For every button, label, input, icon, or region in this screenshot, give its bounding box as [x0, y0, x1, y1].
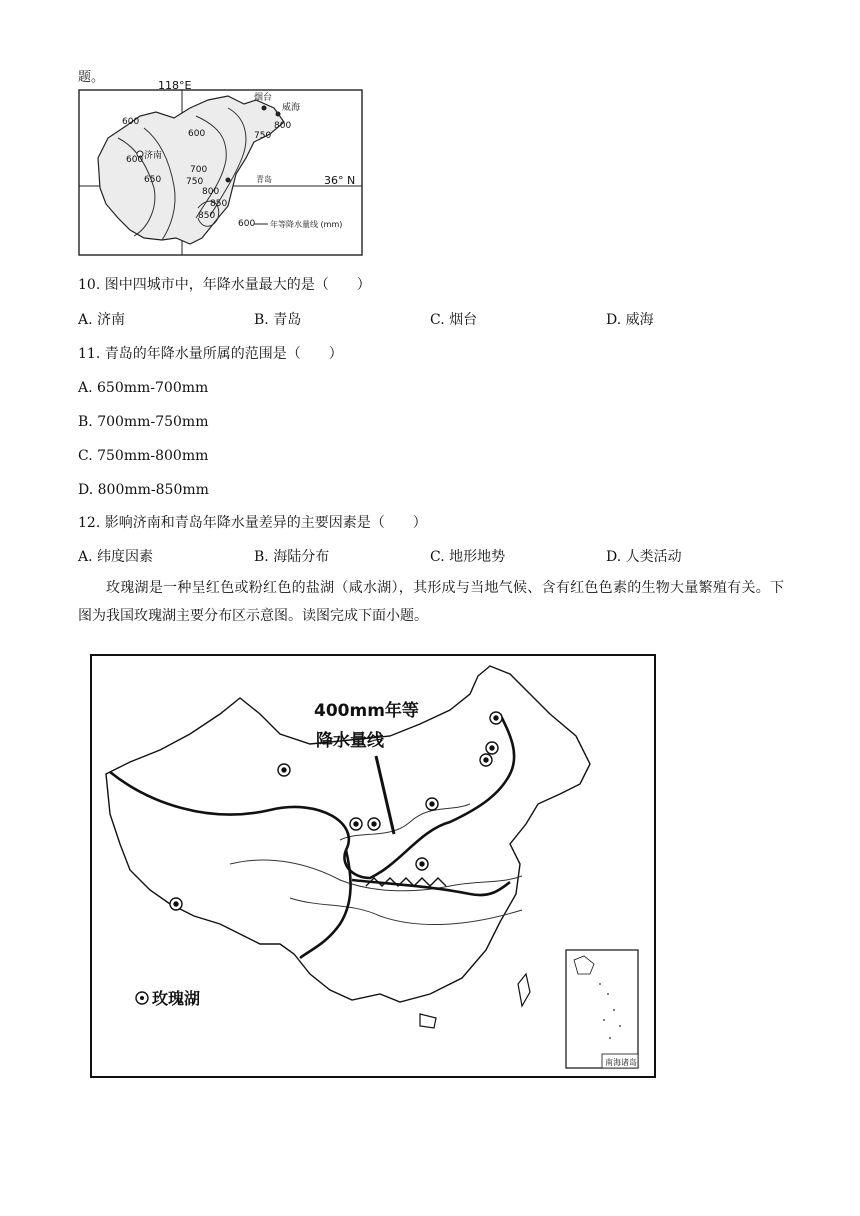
- longitude-label: 118°E: [158, 79, 192, 92]
- shandong-precipitation-map: [78, 78, 363, 256]
- passage-text: 玫瑰湖是一种呈红色或粉红色的盐湖（咸水湖），其形成与当地气候、含有红色色素的生物大量繁殖有关。下图为我国玫瑰湖主要分布区示意图。读图完成下面小题。: [78, 580, 784, 624]
- q12-option-a[interactable]: A. 纬度因素: [78, 549, 154, 565]
- legend-label: 玫瑰湖: [152, 989, 201, 1008]
- rose-lake-marker: [490, 712, 502, 724]
- q10-stem: 10. 图中四城市中，年降水量最大的是（ ）: [78, 277, 371, 293]
- city-label-qingdao: 青岛: [256, 175, 272, 184]
- q11-option-d[interactable]: D. 800mm-850mm: [78, 482, 209, 498]
- rose-lake-marker: [368, 818, 380, 830]
- isohyet-value: 600: [188, 129, 206, 139]
- isohyet-label-line2: 降水量线: [316, 731, 384, 751]
- q10-option-c[interactable]: C. 烟台: [430, 312, 478, 328]
- isohyet-value: 650: [144, 175, 162, 185]
- isohyet-label-line1: 400mm年等: [314, 701, 419, 721]
- isohyet-value: 600: [126, 155, 144, 165]
- isohyet-value: 600: [122, 117, 140, 127]
- rose-lake-marker: [480, 754, 492, 766]
- rose-lake-marker: [426, 798, 438, 810]
- isohyet-value: 800: [274, 121, 292, 131]
- q11-option-a[interactable]: A. 650mm-700mm: [78, 380, 209, 396]
- isohyet-value: 800: [202, 187, 220, 197]
- isohyet-value: 850: [210, 199, 228, 209]
- china-rose-lake-map: [90, 654, 656, 1078]
- city-marker-weihai: [276, 112, 281, 117]
- isohyet-value: 850: [198, 211, 216, 221]
- q11-option-b[interactable]: B. 700mm-750mm: [78, 414, 209, 430]
- city-label-weihai: 威海: [282, 103, 301, 113]
- latitude-label: 36° N: [324, 174, 356, 187]
- isohyet-value: 700: [190, 165, 208, 175]
- q11-stem: 11. 青岛的年降水量所属的范围是（ ）: [78, 346, 343, 362]
- inset-label: 南海诸岛: [605, 1058, 637, 1067]
- rose-lake-marker: [486, 742, 498, 754]
- isohyet-value: 750: [186, 177, 204, 187]
- q12-option-d[interactable]: D. 人类活动: [606, 549, 682, 565]
- q11-option-c[interactable]: C. 750mm-800mm: [78, 448, 209, 464]
- q10-option-b[interactable]: B. 青岛: [254, 312, 302, 328]
- q10-option-a[interactable]: A. 济南: [78, 312, 126, 328]
- city-label-jinan: 济南: [144, 151, 163, 161]
- legend-value: 600: [238, 219, 256, 229]
- rose-lake-marker: [350, 818, 362, 830]
- city-marker-yantai: [262, 106, 267, 111]
- q12-option-c[interactable]: C. 地形地势: [430, 549, 506, 565]
- rose-lake-marker: [170, 898, 182, 910]
- legend-label: 年等降水量线 (mm): [270, 220, 343, 229]
- q12-option-b[interactable]: B. 海陆分布: [254, 549, 330, 565]
- city-label-yantai: 烟台: [254, 93, 273, 103]
- rose-lake-marker: [416, 858, 428, 870]
- city-marker-qingdao: [226, 178, 231, 183]
- isohyet-value: 750: [254, 131, 272, 141]
- q10-option-d[interactable]: D. 威海: [606, 312, 654, 328]
- cut-off-text: 题。: [78, 70, 105, 85]
- rose-lake-marker: [278, 764, 290, 776]
- q12-stem: 12. 影响济南和青岛年降水量差异的主要因素是（ ）: [78, 515, 427, 531]
